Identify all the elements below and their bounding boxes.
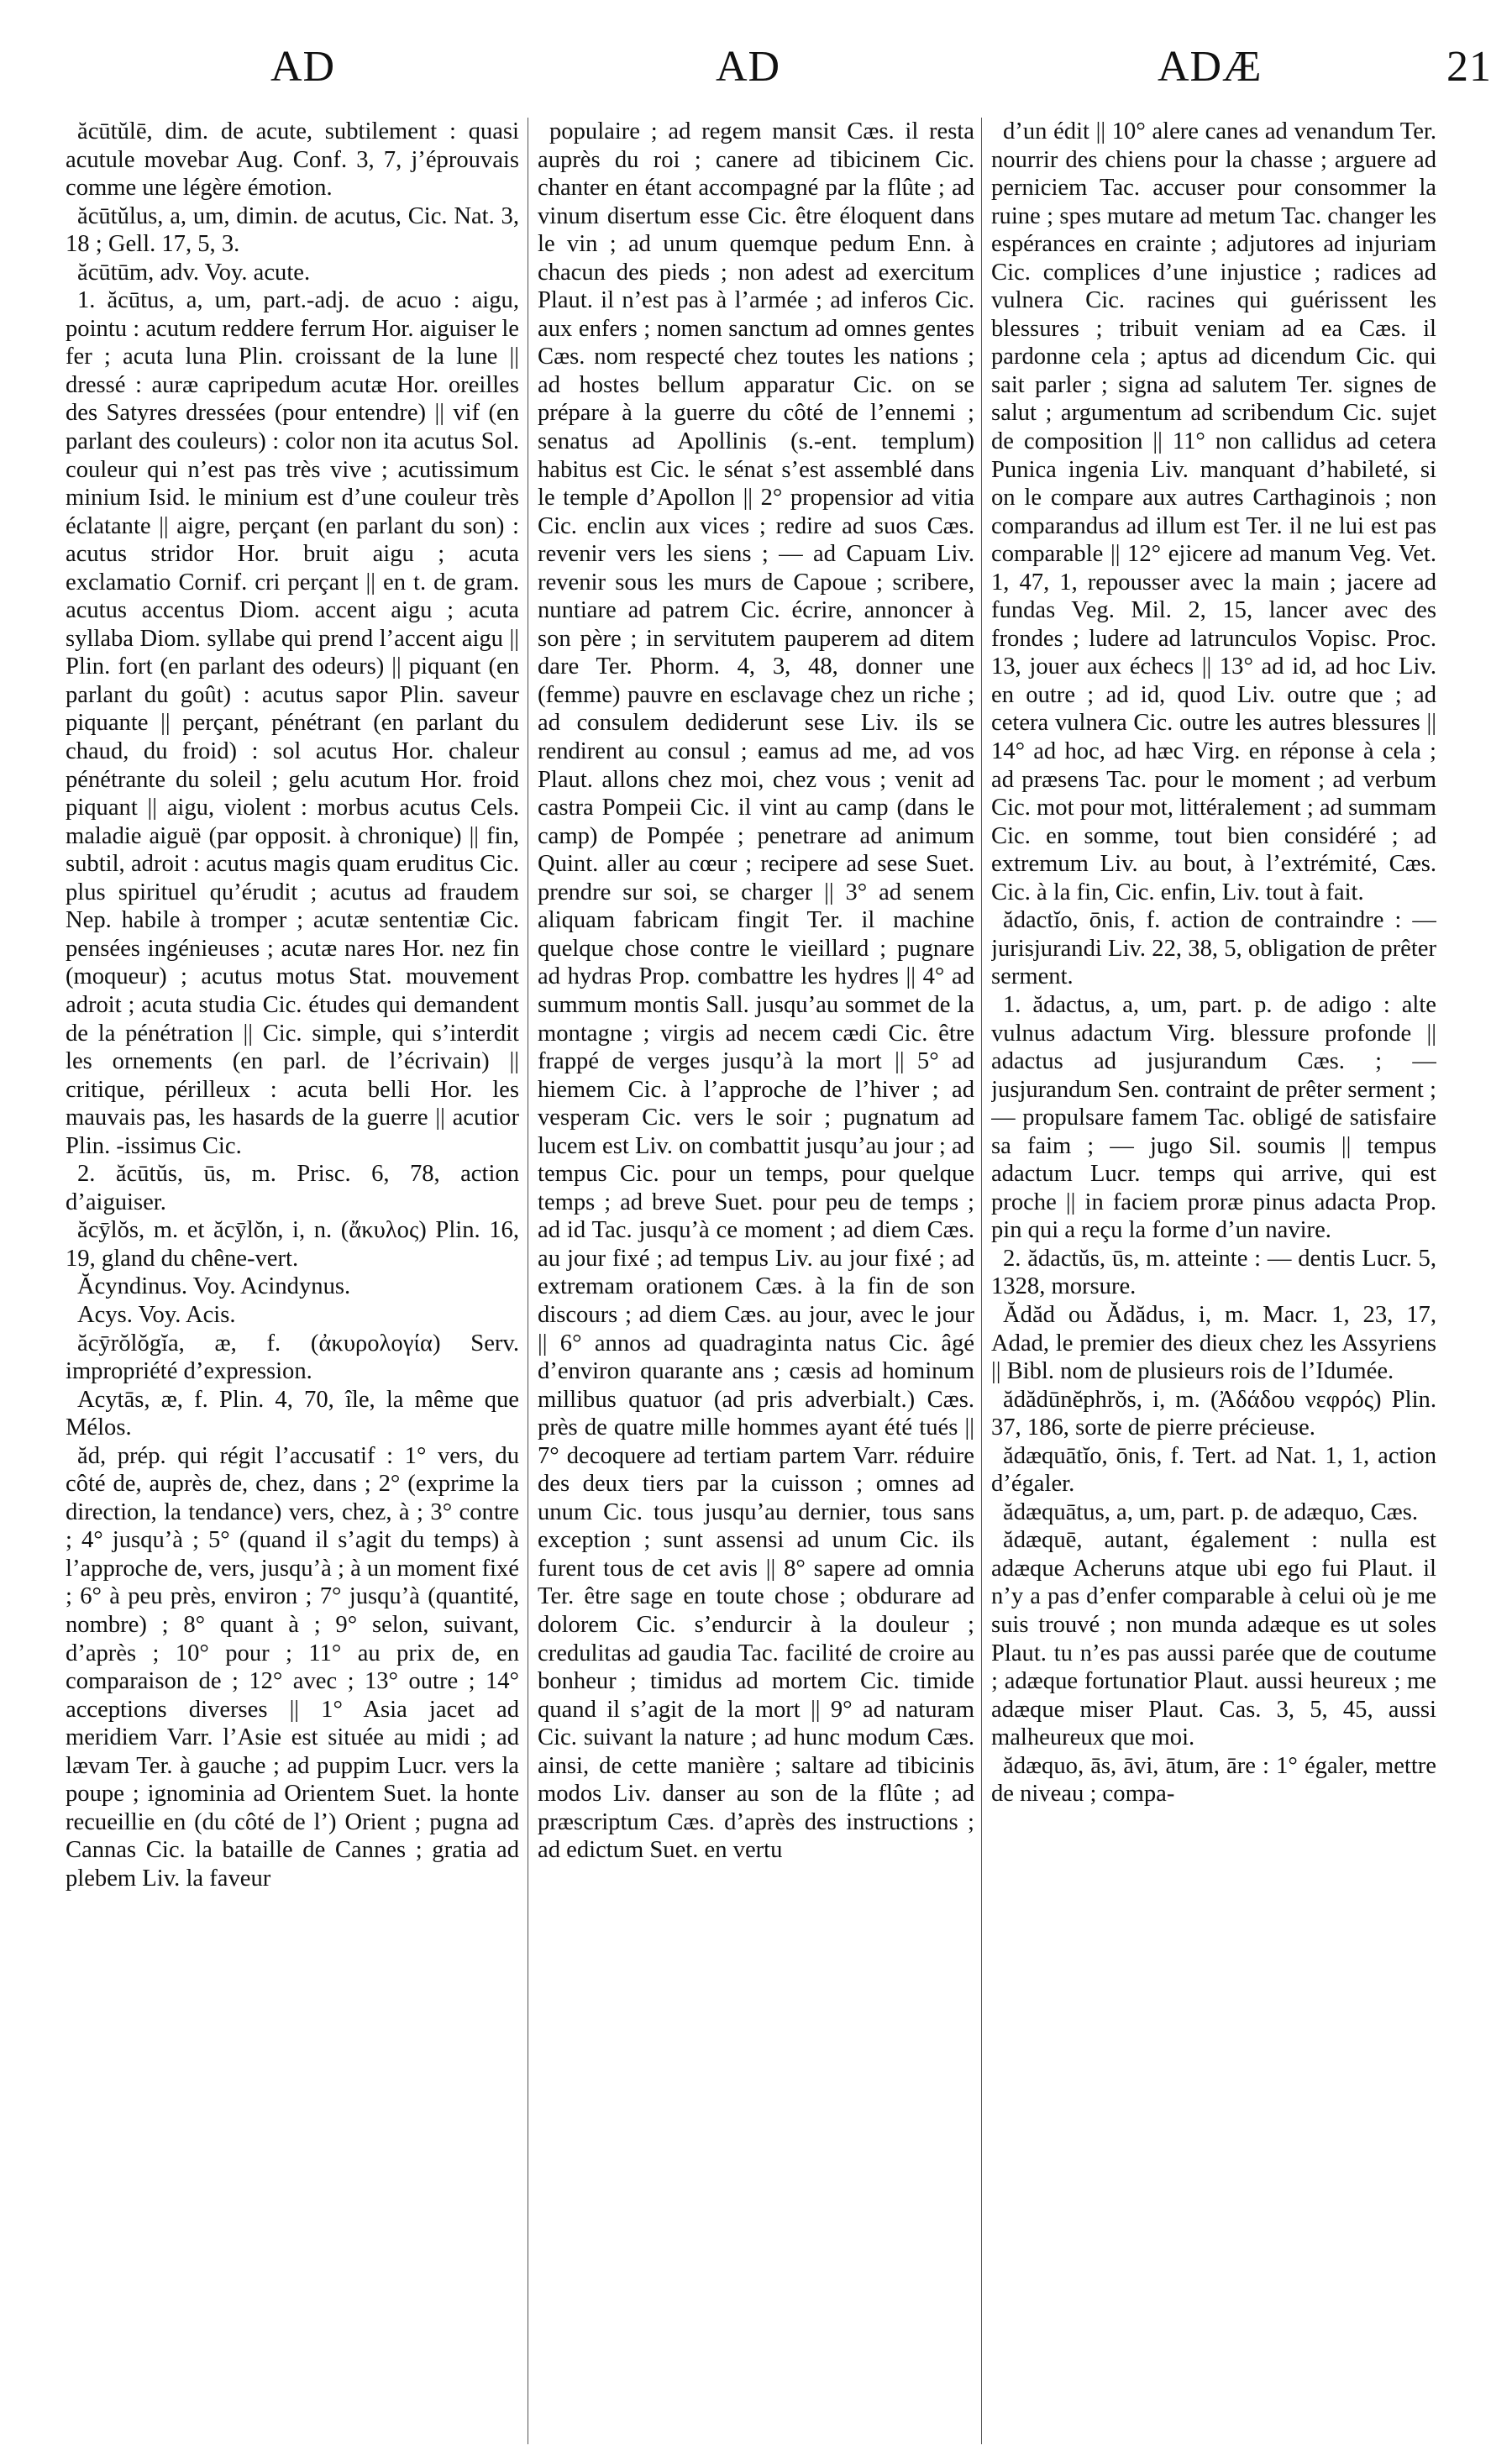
dictionary-entry: Ăcyndinus. Voy. Acindynus.: [77, 1273, 351, 1300]
dictionary-entry: d’un édit || 10° alere canes ad venandum Ter. nourrir des chiens pour la chasse ; arguere ad perniciem Tac. accuser pour consommer la ruine ; spes mutare ad metum Tac. changer les espérances en crainte ; adjutores ad injuriam Cic. complices d’une injustice ; radices ad vulnera Cic. racines qui guérissent les blessures ; tribuit veniam ad ea Cæs. il pardonne cela ; aptus ad dicendum Cic. qui sait parler ; signa ad salutem Ter. signes de salut ; argumentum ad scribendum Cic. sujet de composition || 11° non callidus ad cetera Punica ingenia Liv. manquant d’habileté, si on le compare aux autres Carthaginois ; non comparandus ad illum est Ter. il ne lui est pas comparable || 12° ejicere ad manum Veg. Vet. 1, 47, 1, repousser avec la main ; jacere ad fundas Veg. Mil. 2, 15, lancer avec des frondes ; ludere ad latrunculos Vopisc. Proc. 13, jouer aux échecs || 13° ad id, ad hoc Liv. en outre ; ad id, quod Liv. outre que ; ad cetera vulnera Cic. outre les autres blessures || 14° ad hoc, ad hæc Virg. en réponse à cela ; ad præsens Tac. pour le moment ; ad verbum Cic. mot pour mot, littéralement ; ad summam Cic. en somme, tout bien considéré ; ad extremum Liv. au bout, à l’extrémité, Cæs. Cic. à la fin, Cic. enfin, Liv. tout à fait.: [991, 118, 1436, 905]
dictionary-entry: ăcȳlŏs, m. et ăcȳlŏn, i, n. (ἄκυλος) Plin. 16, 19, gland du chêne-vert.: [66, 1217, 519, 1272]
dictionary-entry: populaire ; ad regem mansit Cæs. il resta auprès du roi ; canere ad tibicinem Cic. chanter en étant accompagné par la flûte ; ad vinum disertum esse Cic. être éloquent dans le vin ; ad unum quemque pedum Enn. à chacun des pieds ; non adest ad exercitum Plaut. il n’est pas à l’armée ; ad inferos Cic. aux enfers ; nomen sanctum ad omnes gentes Cæs. nom respecté chez toutes les nations ; ad hostes bellum apparatur Cic. on se prépare à la guerre du côté de l’ennemi ; senatus ad Apollinis (s.-ent. templum) habitus est Cic. le sénat s’est assemblé dans le temple d’Apollon || 2° propensior ad vitia Cic. enclin aux vices ; redire ad suos Cæs. revenir vers les siens ; — ad Capuam Liv. revenir sous les murs de Capoue ; scribere, nuntiare ad patrem Cic. écrire, annoncer à son père ; in servitutem pauperem ad ditem dare Ter. Phorm. 4, 3, 48, donner une (femme) pauvre en esclavage chez un riche ; ad consulem dediderunt sese Liv. ils se rendirent au consul ; eamus ad me, ad vos Plaut. allons chez moi, chez vous ; venit ad castra Pompeii Cic. il vint au camp (dans le camp) de Pompée ; penetrare ad animum Quint. aller au cœur ; recipere ad sese Suet. prendre sur soi, se charger || 3° ad senem aliquam fabricam fingit Ter. il machine quelque chose contre le vieillard ; pugnare ad hydras Prop. combattre les hydres || 4° ad summum montis Sall. jusqu’au sommet de la montagne ; virgis ad necem cædi Cic. être frappé de verges jusqu’à la mort || 5° ad hiemem Cic. à l’approche de l’hiver ; ad vesperam Cic. vers le soir ; pugnatum ad lucem est Liv. on combattit jusqu’au jour ; ad tempus Cic. pour un temps, pour quelque temps ; ad breve Suet. pour peu de temps ; ad id Tac. jusqu’à ce moment ; ad diem Cæs. au jour fixé ; ad tempus Liv. au jour fixé ; ad extremam orationem Cæs. à la fin de son discours ; ad diem Cæs. au jour, avec le jour || 6° annos ad quadraginta natus Cic. âgé d’environ quarante ans ; cæsis ad hominum millibus quatuor (ad pris adverbialt.) Cæs. près de quatre mille hommes ayant été tués || 7° decoquere ad tertiam partem Varr. réduire des deux tiers par la cuisson ; omnes ad unum Cic. tous jusqu’au dernier, tous sans exception ; sunt assensi ad unum Cic. ils furent tous de cet avis || 8° sapere ad omnia Ter. être sage en toute chose ; obdurare ad dolorem Cic. s’endurcir à la douleur ; credulitas ad gaudia Tac. facilité de croire au bonheur ; timidus ad mortem Cic. timide quand il s’agit de la mort || 9° ad naturam Cic. suivant la nature ; ad hunc modum Cæs. ainsi, de cette manière ; saltare ad tibicinis modos Liv. danser au son de la flûte ; ad præscriptum Cæs. d’après des instructions ; ad edictum Suet. en vertu: [538, 118, 974, 1864]
dictionary-entry: 2. ădactŭs, ūs, m. atteinte : — dentis Lucr. 5, 1328, morsure.: [991, 1245, 1436, 1300]
dictionary-entry: ădæquātus, a, um, part. p. de adæquo, Cæs.: [1003, 1498, 1418, 1525]
column-divider: [981, 118, 982, 2444]
column-3: [991, 118, 1436, 2444]
dictionary-entry: 1. ădactus, a, um, part. p. de adigo : alte vulnus adactum Virg. blessure profonde || adactus ad jusjurandum Cæs. ; — jusjurandum Sen. contraint de prêter serment ; — propulsare famem Tac. obligé de satisfaire sa faim ; — jugo Sil. soumis || tempus adactum Lucr. temps qui arrive, qui est proche || in faciem proræ pinus adacta Prop. pin qui a reçu la forme d’un navire.: [991, 991, 1436, 1244]
page-number: 21: [1446, 43, 1492, 91]
dictionary-entry: Ădăd ou Ădădus, i, m. Macr. 1, 23, 17, Adad, le premier des dieux chez les Assyriens || Bibl. nom de plusieurs rois de l’Idumée.: [991, 1301, 1436, 1385]
dictionary-entry: ădæquē, autant, également : nulla est adæque Acheruns atque ubi ego fui Plaut. il n’y a pas d’enfer comparable à celui où je me suis trouvé ; non munda adæque es ut soles Plaut. tu n’es pas aussi parée que de coutume ; adæque fortunatior Plaut. aussi heureux ; me adæque miser Plaut. Cas. 3, 5, 45, aussi malheureux que moi.: [991, 1527, 1436, 1751]
dictionary-entry: ădactĭo, ōnis, f. action de contraindre : — jurisjurandi Liv. 22, 38, 5, obligation de prêter serment.: [991, 907, 1436, 990]
dictionary-entry: ădădūnĕphrŏs, i, m. (Ἀδάδου νεφρός) Plin. 37, 186, sorte de pierre précieuse.: [991, 1386, 1436, 1441]
dictionary-entry: Acys. Voy. Acis.: [77, 1301, 236, 1328]
page-header: [0, 42, 1512, 109]
dictionary-entry: ăcūtūm, adv. Voy. acute.: [77, 259, 311, 286]
running-head-left: AD: [270, 43, 336, 91]
dictionary-entry: 2. ăcūtŭs, ūs, m. Prisc. 6, 78, action d’aiguiser.: [66, 1161, 519, 1215]
dictionary-entry: 1. ăcūtus, a, um, part.-adj. de acuo : aigu, pointu : acutum reddere ferrum Hor. aiguiser le fer ; acuta luna Plin. croissant de la lune || dressé : auræ capripedum acutæ Hor. oreilles des Satyres dressées (pour entendre) || vif (en parlant des couleurs) : color non ita acutus Sol. couleur qui n’est pas très vive ; acutissimum minium Isid. le minium est d’une couleur très éclatante || aigre, perçant (en parlant du son) : acutus stridor Hor. bruit aigu ; acuta exclamatio Cornif. cri perçant || en t. de gram. acutus accentus Diom. accent aigu ; acuta syllaba Diom. syllabe qui prend l’accent aigu || Plin. fort (en parlant des odeurs) || piquant (en parlant du goût) : acutus sapor Plin. saveur piquante || perçant, pénétrant (en parlant du chaud, du froid) : sol acutus Hor. chaleur pénétrante du soleil ; gelu acutum Hor. froid piquant || aigu, violent : morbus acutus Cels. maladie aiguë (par opposit. à chronique) || fin, subtil, adroit : acutus magis quam eruditus Cic. plus spirituel qu’érudit ; acutus ad fraudem Nep. habile à tromper ; acutæ sententiæ Cic. pensées ingénieuses ; acutæ nares Hor. nez fin (moqueur) ; acutus motus Stat. mouvement adroit ; acuta studia Cic. études qui demandent de la pénétration || Cic. simple, qui s’interdit les ornements (en parl. de l’écrivain) || critique, périlleux : acuta belli Hor. les mauvais pas, les hasards de la guerre || acutior Plin. -issimus Cic.: [66, 287, 519, 1159]
column-1: [66, 118, 519, 2444]
running-head-right: ADÆ: [1158, 43, 1263, 91]
running-head-center: AD: [716, 43, 781, 91]
dictionary-entry: ăcȳrŏlŏgĭa, æ, f. (ἀκυρολογία) Serv. impropriété d’expression.: [66, 1330, 519, 1385]
dictionary-entry: ăcūtŭlē, dim. de acute, subtilement : quasi acutule movebar Aug. Conf. 3, 7, j’éprouvais comme une légère émotion.: [66, 118, 519, 202]
dictionary-entry: Acytās, æ, f. Plin. 4, 70, île, la même que Mélos.: [66, 1386, 519, 1441]
column-2: [538, 118, 974, 2444]
dictionary-entry: ăcūtŭlus, a, um, dimin. de acutus, Cic. Nat. 3, 18 ; Gell. 17, 5, 3.: [66, 202, 519, 258]
dictionary-entry: ădæquātĭo, ōnis, f. Tert. ad Nat. 1, 1, action d’égaler.: [991, 1442, 1436, 1498]
dictionary-entry: ăd, prép. qui régit l’accusatif : 1° vers, du côté de, auprès de, chez, dans ; 2° (exprime la direction, la tendance) vers, chez, à ; 3° contre ; 4° jusqu’à ; 5° (quand il s’agit du temps) à l’approche de, vers, jusqu’à ; à un moment fixé ; 6° à peu près, environ ; 7° jusqu’à (quantité, nombre) ; 8° quant à ; 9° selon, suivant, d’après ; 10° pour ; 11° au prix de, en comparaison de ; 12° avec ; 13° outre ; 14° acceptions diverses || 1° Asia jacet ad meridiem Varr. l’Asie est située au midi ; ad lævam Ter. à gauche ; ad puppim Lucr. vers la poupe ; ignominia ad Orientem Suet. la honte recueillie en (du côté de l’) Orient ; pugna ad Cannas Cic. la bataille de Cannes ; gratia ad plebem Liv. la faveur: [66, 1442, 519, 1892]
dictionary-entry: ădæquo, ās, āvi, ātum, āre : 1° égaler, mettre de niveau ; compa-: [991, 1752, 1436, 1808]
